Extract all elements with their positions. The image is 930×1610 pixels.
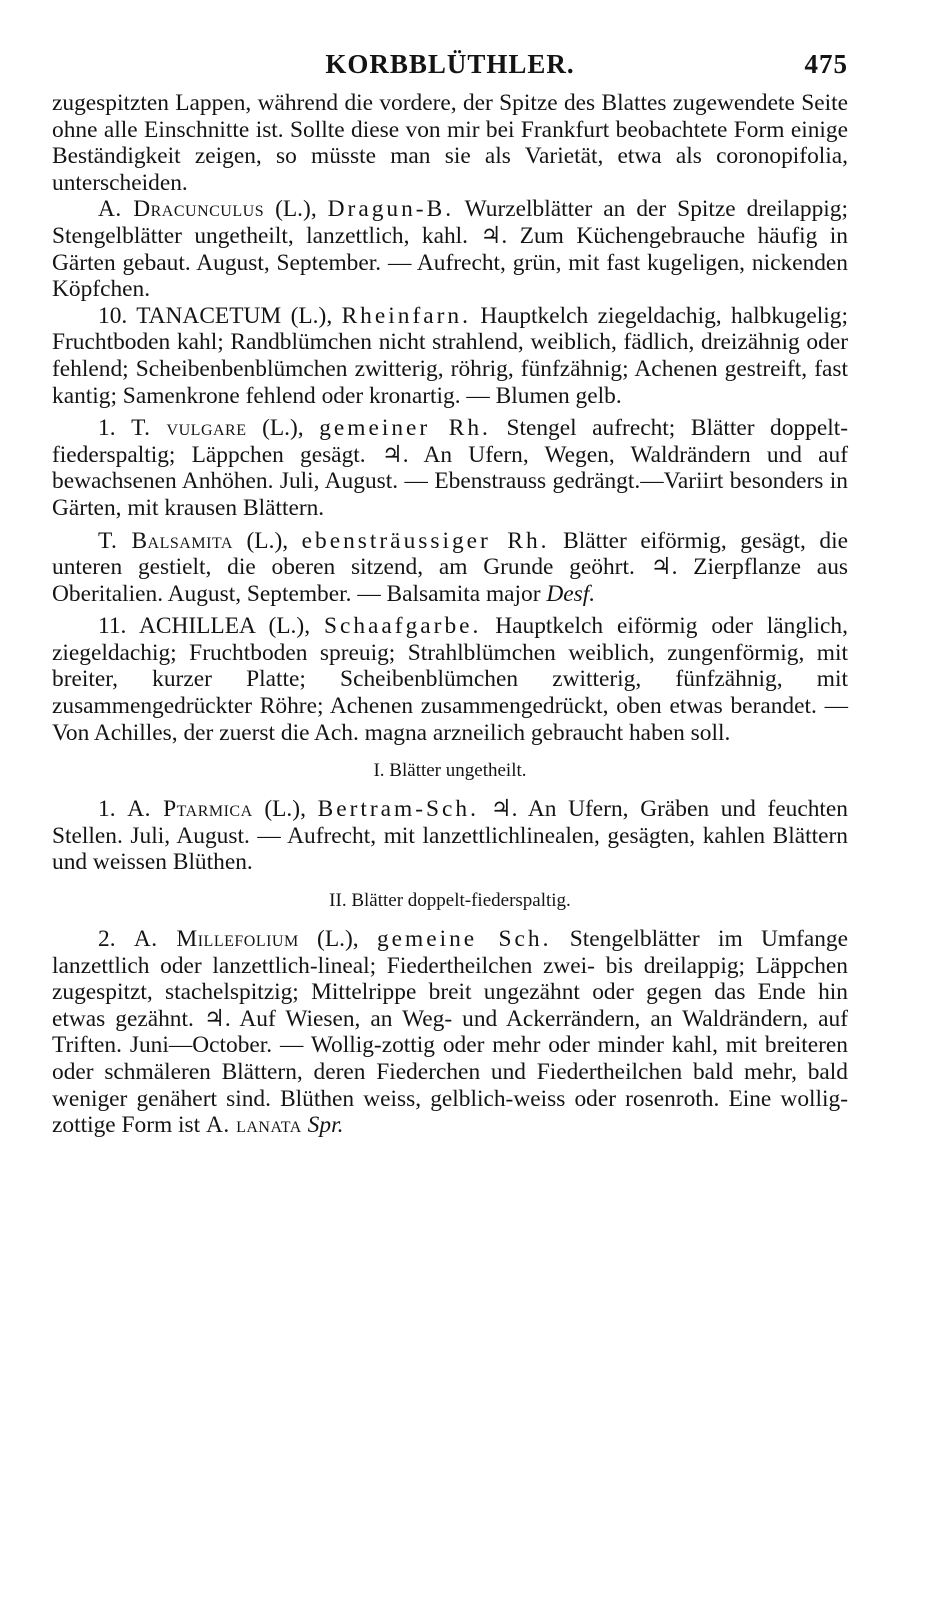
entry-dracunculus: A. Dracunculus (L.), Dragun-B. Wurzelblätter an der Spitze dreilappig; Stengelblätter ungetheilt, lanzettlich, kahl. ♃. Zum Küchengebrauche häufig in Gärten gebaut. August, September. — Aufrecht, grün, mit fast kugeligen, nickenden Köpfchen. bbox=[52, 196, 848, 303]
genus-name: TANACETUM bbox=[136, 302, 282, 329]
genus-tanacetum: 10. TANACETUM (L.), Rheinfarn. Hauptkelch ziegeldachig, halbkugelig; Fruchtboden kahl; Randblümchen nicht strahlend, weiblich, fädlich, dreizähnig oder fehlend; Scheibenbenblümchen zwitterig, röhrig, fünfzähnig; Achenen gestreift, fast kantig; Samenkrone fehlend oder kronartig. — Blumen gelb. bbox=[52, 302, 848, 409]
genus-achillea: 11. ACHILLEA (L.), Schaafgarbe. Hauptkelch eiförmig oder länglich, ziegeldachig; Fruchtboden spreuig; Strahlblümchen weiblich, zungenförmig, mit breiter, kurzer Platte; Scheibenblümchen zwitterig, fünfzähnig, mit zusammengedrückter Röhre; Achenen zusammengedrückt, oben etwas berandet. — Von Achilles, der zuerst die Ach. magna arzneilich gebraucht haben soll. bbox=[52, 613, 848, 746]
species-author: (L.) bbox=[264, 796, 301, 823]
section-heading-1: I. Blätter ungetheilt. bbox=[373, 760, 527, 782]
genus-number: 11. bbox=[98, 613, 127, 640]
species-author: (L.) bbox=[317, 926, 353, 953]
entry-millefolium: 2. A. Millefolium (L.), gemeine Sch. Stengelblätter im Umfange lanzettlich oder lanzettlich-lineal; Fiedertheilchen zwei- bis dreilappig; Läppchen zugespitzt, stachelspitzig; Mittelrippe breit ungezähnt oder gegen das Ende hin etwas gezähnt. ♃. Auf Wiesen, an Weg- und Ackerrändern, an Waldrändern, auf Triften. Juni—October. — Wollig-zottig oder mehr oder minder kahl, mit breiteren oder schmäleren Blättern, deren Fiederchen und Fiedertheilchen bald mehr, bald weniger genähert sind. Blüthen weiss, gelblich-weiss oder rosenroth. Eine wollig-zottige Form ist A. lanata Spr. bbox=[52, 926, 849, 1139]
species-description: Stengelblätter im Umfange lanzettlich oder lanzettlich-lineal; Fiedertheilchen zwei- bis dreilappig; Läppchen zugespitzt, stachelspitzig; Mittelrippe breit ungezähnt oder gegen das Ende hin etwas gezähnt. ♃. Auf Wiesen, an Weg- und Ackerrändern, an Waldrändern, auf Triften. Juni—October. — Wollig-zottig oder mehr oder minder kahl, mit breiteren oder schmäleren Blättern, deren Fiederchen und Fiedertheilchen bald mehr, bald weniger genähert sind. Blüthen weiss, gelblich-weiss oder rosenroth. Eine wollig-zottige Form ist bbox=[52, 926, 849, 1139]
genus-author: (L.) bbox=[290, 302, 327, 329]
species-number: 2. bbox=[98, 926, 116, 953]
entry-balsamita: T. Balsamita (L.), ebensträussiger Rh. Blätter eiförmig, gesägt, die unteren gestielt, die oberen sitzend, am Grunde geöhrt. ♃. Zierpflanze aus Oberitalien. August, September. — Balsamita major Desf. bbox=[52, 527, 848, 607]
species-name: A. Millefolium bbox=[133, 926, 299, 953]
entry-vulgare: 1. T. vulgare (L.), gemeiner Rh. Stengel aufrecht; Blätter doppelt-fiederspaltig; Läppchen gesägt. ♃. An Ufern, Wegen, Waldrändern und auf bewachsenen Anhöhen. Juli, August. — Ebenstrauss gedrängt.—Variirt besonders in Gärten, mit krausen Blättern. bbox=[52, 415, 848, 521]
running-header bbox=[52, 38, 848, 90]
common-name: Dragun-B. bbox=[327, 196, 455, 223]
genus-description: Hauptkelch ziegeldachig, halbkugelig; Fruchtboden kahl; Randblümchen nicht strahlend, weiblich, fädlich, dreizähnig oder fehlend; Scheibenbenblümchen zwitterig, röhrig, fünfzähnig; Achenen gestreift, fast kantig; Samenkrone fehlend oder kronartig. — Blumen gelb. bbox=[52, 302, 848, 409]
genus-description: Hauptkelch eiförmig oder länglich, ziegeldachig; Fruchtboden spreuig; Strahlblümchen weiblich, zungenförmig, mit breiter, kurzer Platte; Scheibenblümchen zwitterig, fünfzähnig, mit zusammengedrückter Röhre; Achenen zusammengedrückt, oben etwas berandet. — Von Achilles, der zuerst die Ach. magna arzneilich gebraucht haben soll. bbox=[52, 613, 848, 746]
common-name: ebensträussiger Rh. bbox=[301, 527, 550, 554]
species-description: ♃. An Ufern, Gräben und feuchten Stellen. Juli, August. — Aufrecht, mit lanzettlichlinealen, gesägten, kahlen Blättern und weissen Blüthen. bbox=[52, 796, 848, 876]
variety-name: A. lanata bbox=[206, 1112, 302, 1139]
species-author: (L.) bbox=[275, 196, 311, 223]
genus-name: ACHILLEA bbox=[138, 613, 255, 640]
page-number: 475 bbox=[804, 49, 848, 79]
running-title: KORBBLÜTHLER. bbox=[325, 49, 575, 79]
species-description: Blätter eiförmig, gesägt, die unteren gestielt, die oberen sitzend, am Grunde geöhrt. ♃. Zierpflanze aus Oberitalien. August, September. — Balsamita major bbox=[52, 527, 848, 607]
book-page bbox=[52, 38, 848, 1139]
synonym-author: Desf. bbox=[546, 580, 596, 607]
species-number: 1. bbox=[98, 796, 116, 823]
species-author: (L.) bbox=[246, 527, 283, 554]
species-author: (L.) bbox=[262, 415, 298, 442]
genus-number: 10. bbox=[98, 302, 128, 329]
genus-author: (L.) bbox=[268, 613, 305, 640]
species-description: Wurzelblätter an der Spitze dreilappig; Stengelblätter ungetheilt, lanzettlich, kahl. ♃. Zum Küchengebrauche häufig in Gärten gebaut. August, September. — Aufrecht, grün, mit fast kugeligen, nickenden Köpfchen. bbox=[52, 196, 848, 303]
species-name: A. Dracunculus bbox=[98, 196, 265, 223]
genus-common-name: Rheinfarn. bbox=[341, 302, 471, 329]
common-name: gemeiner Rh. bbox=[319, 415, 491, 442]
intro-paragraph bbox=[52, 90, 848, 196]
species-number: 1. bbox=[98, 415, 116, 442]
species-name: A. Ptarmica bbox=[127, 796, 253, 823]
species-name: T. vulgare bbox=[131, 415, 247, 442]
variety-author: Spr. bbox=[307, 1112, 344, 1139]
intro-text: zugespitzten Lappen, während die vordere, der Spitze des Blattes zugewendete Seite ohne alle Einschnitte ist. Sollte diese von mir bei Frankfurt beobachtete Form einige Beständigkeit zeigen, so müsste man sie als Varietät, etwa als coronopifolia, unterscheiden. bbox=[52, 90, 848, 196]
species-description: Stengel aufrecht; Blätter doppelt-fiederspaltig; Läppchen gesägt. ♃. An Ufern, Wegen, Waldrändern und auf bewachsenen Anhöhen. Juli, August. — Ebenstrauss gedrängt.—Variirt besonders in Gärten, mit krausen Blättern. bbox=[52, 415, 848, 521]
common-name: gemeine Sch. bbox=[376, 926, 552, 953]
entry-ptarmica: 1. A. Ptarmica (L.), Bertram-Sch. ♃. An Ufern, Gräben und feuchten Stellen. Juli, August. — Aufrecht, mit lanzettlichlinealen, gesägten, kahlen Blättern und weissen Blüthen. bbox=[52, 796, 848, 876]
common-name: Bertram-Sch. bbox=[317, 796, 479, 823]
section-heading-2: II. Blätter doppelt-fiederspaltig. bbox=[329, 890, 571, 912]
genus-common-name: Schaafgarbe. bbox=[323, 613, 482, 640]
species-name: T. Balsamita bbox=[98, 527, 233, 554]
